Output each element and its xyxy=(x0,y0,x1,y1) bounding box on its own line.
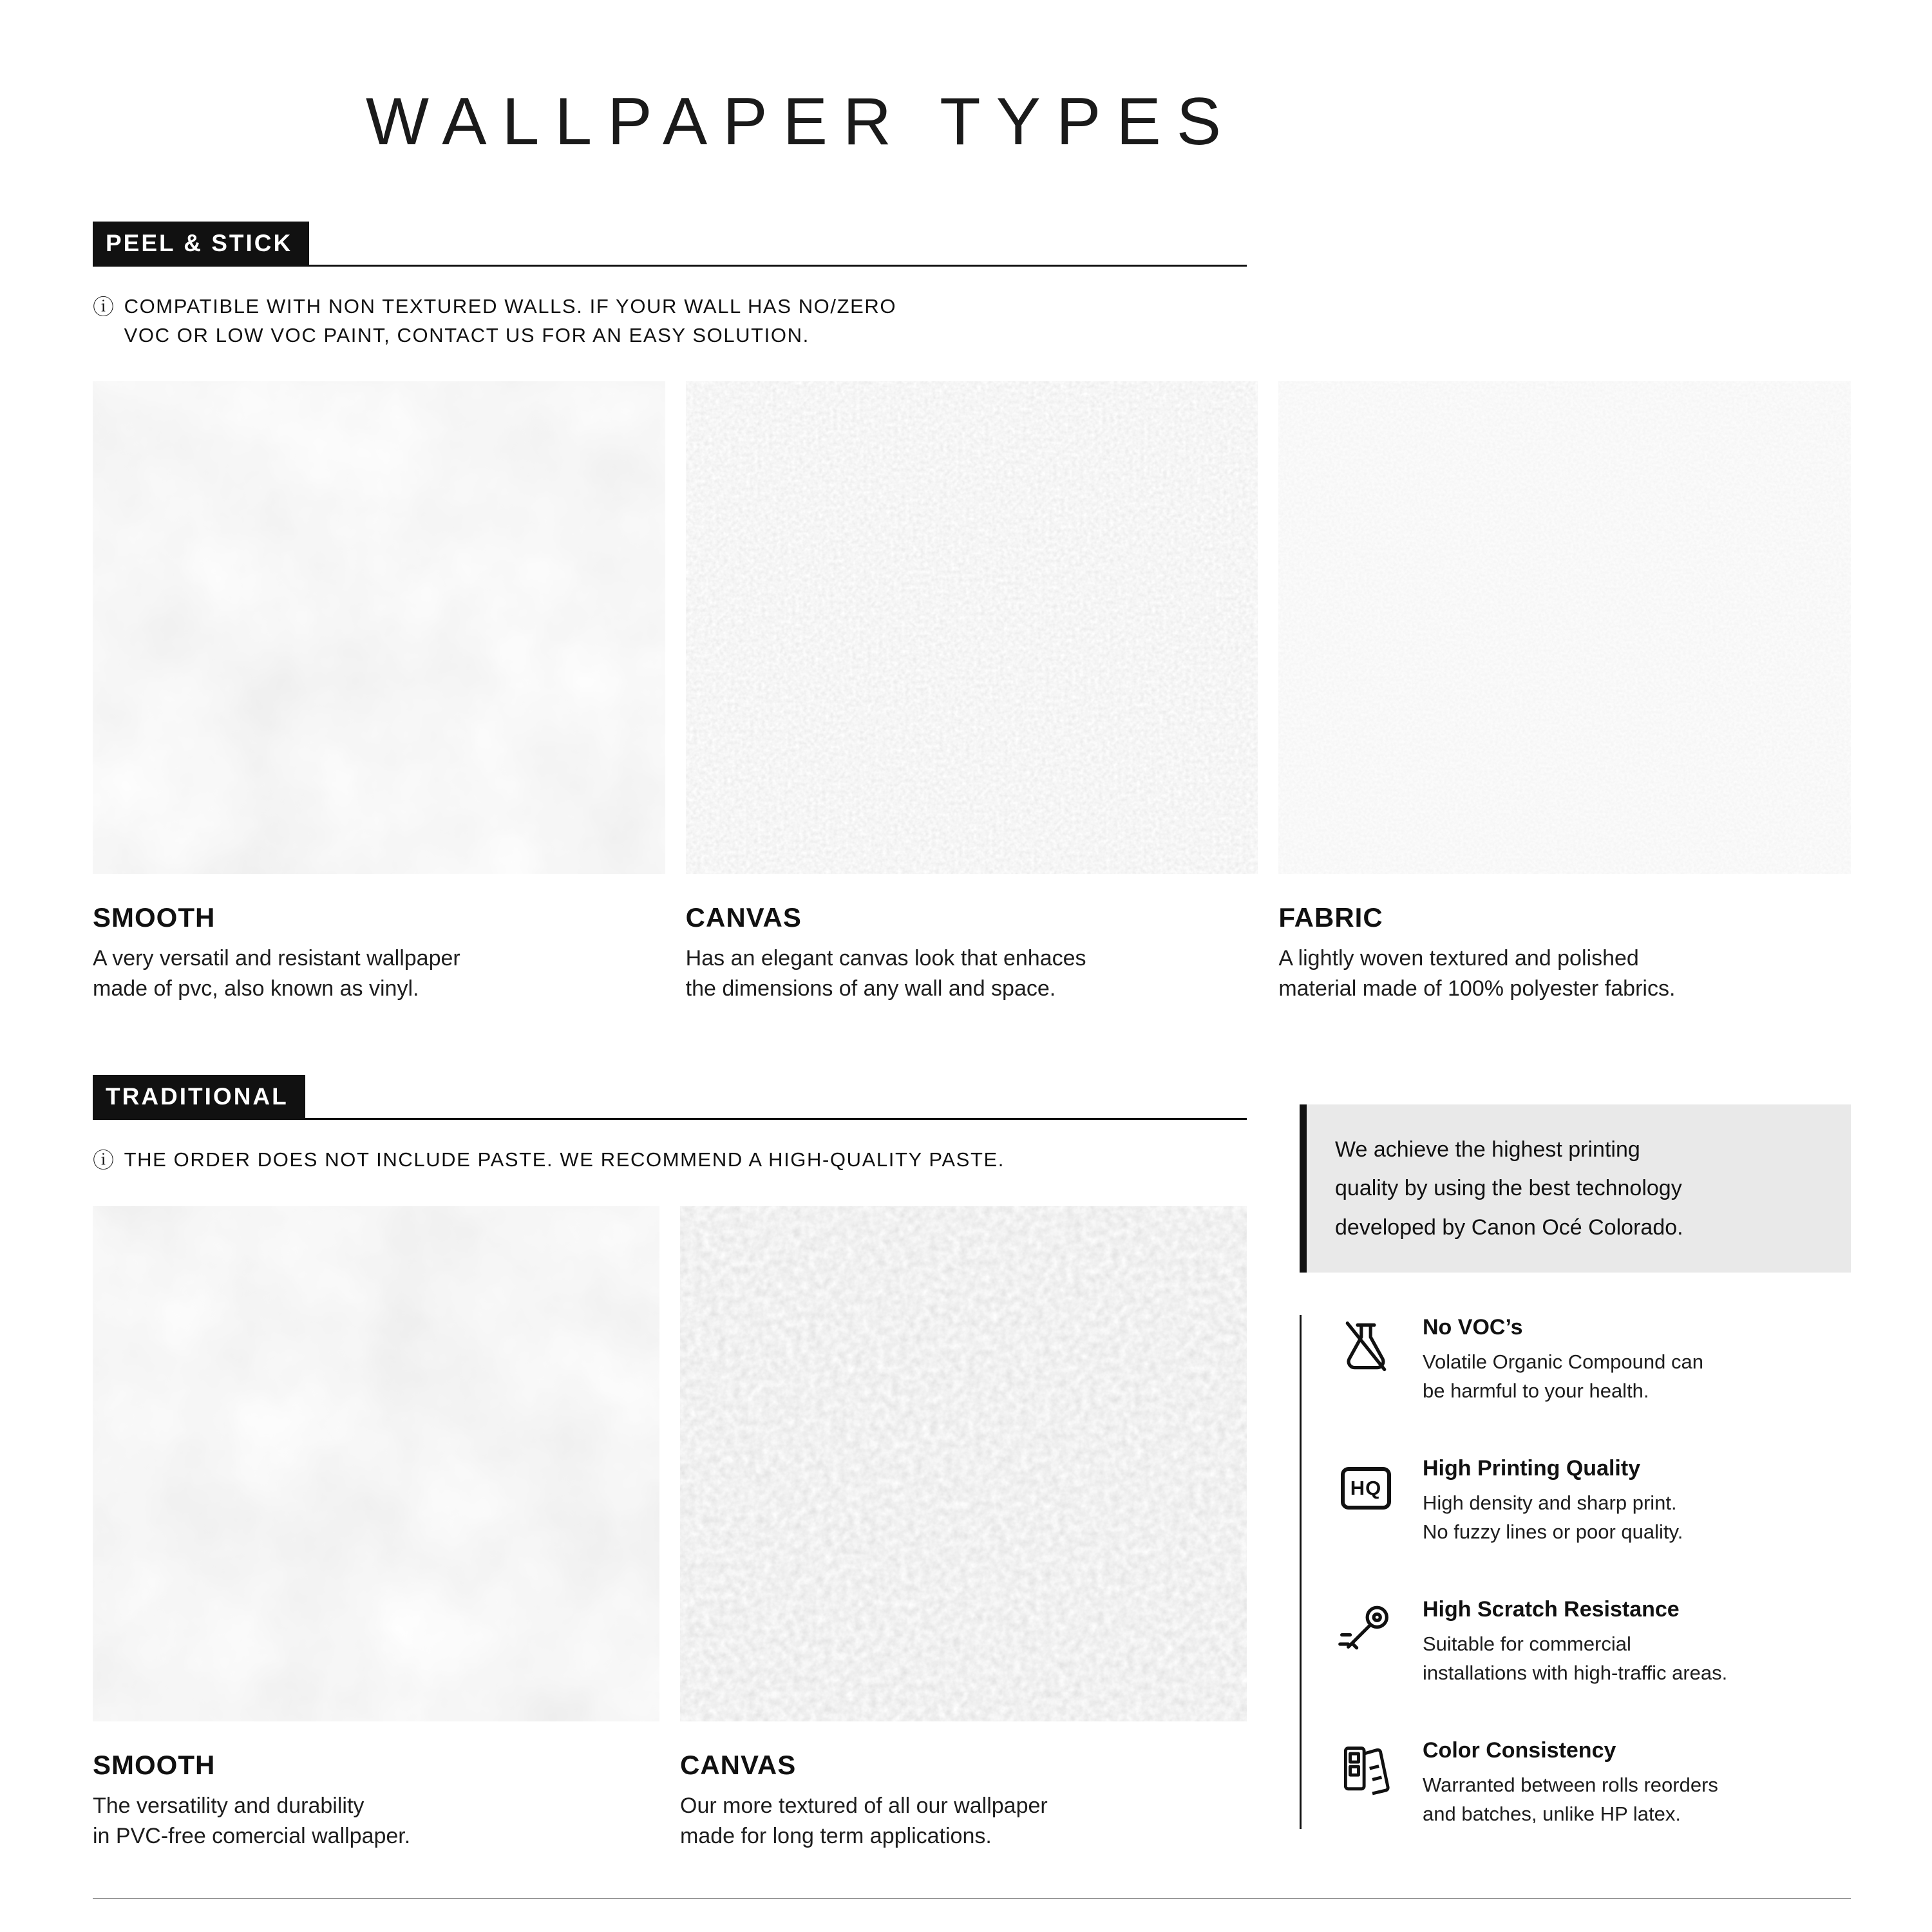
section-traditional xyxy=(93,1075,1247,1852)
card-name: CANVAS xyxy=(685,902,802,933)
feature-text xyxy=(1423,1315,1703,1406)
feature-text xyxy=(1423,1597,1727,1688)
section-peel-stick xyxy=(93,222,1851,1004)
traditional-label: TRADITIONAL xyxy=(93,1075,305,1118)
wallpaper-card-smooth-traditional xyxy=(93,1206,659,1852)
feature-title: Color Consistency xyxy=(1423,1738,1616,1763)
page-title: WALLPAPER TYPES xyxy=(365,84,1237,159)
feature-text xyxy=(1423,1456,1683,1547)
hq-icon-text: HQ xyxy=(1341,1467,1391,1510)
feature-color-consistency xyxy=(1334,1738,1851,1829)
feature-description: Warranted between rolls reorders and batches, unlike HP latex. xyxy=(1423,1773,1718,1825)
feature-description: High density and sharp print. No fuzzy lines or poor quality. xyxy=(1423,1492,1683,1544)
bottom-area xyxy=(93,1075,1851,1852)
features-list xyxy=(1300,1315,1851,1829)
traditional-cards xyxy=(93,1206,1247,1852)
info-icon: ⓘ xyxy=(93,1148,115,1172)
card-name: FABRIC xyxy=(1278,902,1383,933)
scratch-resistance-icon xyxy=(1334,1597,1398,1662)
traditional-note-text: THE ORDER DOES NOT INCLUDE PASTE. WE RECOMMEND A HIGH-QUALITY PASTE. xyxy=(124,1148,1005,1171)
smooth-texture-swatch xyxy=(93,381,665,874)
color-consistency-icon xyxy=(1334,1738,1398,1803)
quality-column xyxy=(1300,1075,1851,1852)
card-name: SMOOTH xyxy=(93,902,216,933)
card-name: SMOOTH xyxy=(93,1749,216,1780)
feature-title: No VOC’s xyxy=(1423,1315,1523,1340)
card-description: Our more textured of all our wallpaper made for long term applications. xyxy=(680,1793,1048,1848)
peel-stick-header xyxy=(93,222,1247,267)
quality-statement-box: We achieve the highest printing quality by using the best technology developed by Canon Océ Colorado. xyxy=(1300,1104,1851,1273)
wallpaper-card-canvas-traditional xyxy=(680,1206,1247,1852)
peel-stick-note-text: COMPATIBLE WITH NON TEXTURED WALLS. IF YOUR WALL HAS NO/ZERO VOC OR LOW VOC PAINT, CONTACT US FOR AN EASY SOLUTION. xyxy=(124,295,897,346)
traditional-note xyxy=(93,1146,1247,1175)
peel-stick-label: PEEL & STICK xyxy=(93,222,309,265)
smooth-texture-swatch xyxy=(93,1206,659,1721)
wallpaper-card-canvas xyxy=(686,381,1258,1004)
feature-title: High Scratch Resistance xyxy=(1423,1596,1680,1622)
card-name: CANVAS xyxy=(680,1749,797,1780)
canvas-texture-swatch xyxy=(686,381,1258,874)
feature-text xyxy=(1423,1738,1718,1829)
card-description: A very versatil and resistant wallpaper made of pvc, also known as vinyl. xyxy=(93,945,460,1001)
wallpaper-card-smooth xyxy=(93,381,665,1004)
peel-stick-note xyxy=(93,292,1851,350)
peel-stick-cards xyxy=(93,381,1851,1004)
fabric-texture-swatch xyxy=(1278,381,1851,874)
feature-description: Suitable for commercial installations with high-traffic areas. xyxy=(1423,1632,1728,1684)
card-description: Has an elegant canvas look that enhaces the dimensions of any wall and space. xyxy=(685,945,1086,1001)
no-voc-icon xyxy=(1334,1315,1398,1379)
feature-title: High Printing Quality xyxy=(1423,1456,1641,1481)
canvas-rough-texture-swatch xyxy=(680,1206,1247,1721)
hq-icon xyxy=(1334,1456,1398,1520)
bottom-divider xyxy=(93,1898,1851,1899)
feature-high-printing-quality xyxy=(1334,1456,1851,1547)
feature-no-voc xyxy=(1334,1315,1851,1406)
wallpaper-card-fabric xyxy=(1278,381,1851,1004)
feature-scratch-resistance xyxy=(1334,1597,1851,1688)
info-icon: ⓘ xyxy=(93,295,115,319)
feature-description: Volatile Organic Compound can be harmful to your health. xyxy=(1423,1350,1703,1403)
traditional-header xyxy=(93,1075,1247,1120)
card-description: The versatility and durability in PVC-free comercial wallpaper. xyxy=(93,1793,411,1848)
card-description: A lightly woven textured and polished material made of 100% polyester fabrics. xyxy=(1278,945,1676,1001)
